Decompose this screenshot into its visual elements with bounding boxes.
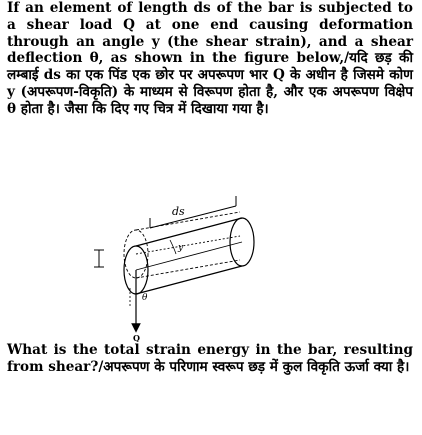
shear-element-figure (0, 192, 422, 342)
height-bracket (94, 250, 104, 267)
shear-load-arrow (133, 270, 140, 342)
load-label: Q (133, 333, 140, 342)
shear-angle-arc (170, 240, 176, 254)
deformed-cylinder (124, 218, 254, 294)
length-label: ds (172, 205, 185, 218)
deflection-label: θ (142, 293, 148, 303)
angle-label: y (178, 243, 184, 253)
question-text: If an element of length ds of the bar is subjected to a shear load Q at one end causing deformation through an angle y (the shear strain), and a shear deflection θ, as shown in the figure below,/यदि छड़ की लम्बाई ds का एक पिंड एक छोर पर अपरूपण भार Q के अधीन है जिसमे कोण y (अपरूपण-विकृति) के माध्यम से विरूपण होता है, और एक अपरूपण विक्षेप θ होता है। जैसा कि दिए गए चित्र में दिखाया गया है। (7, 0, 413, 117)
prompt-text: What is the total strain energy in the bar, resulting from shear?/अपरूपण के परिणाम स्वरूप छड़ में कुल विकृति ऊर्जा क्या है। (7, 342, 413, 375)
deflection-marker (130, 288, 148, 306)
